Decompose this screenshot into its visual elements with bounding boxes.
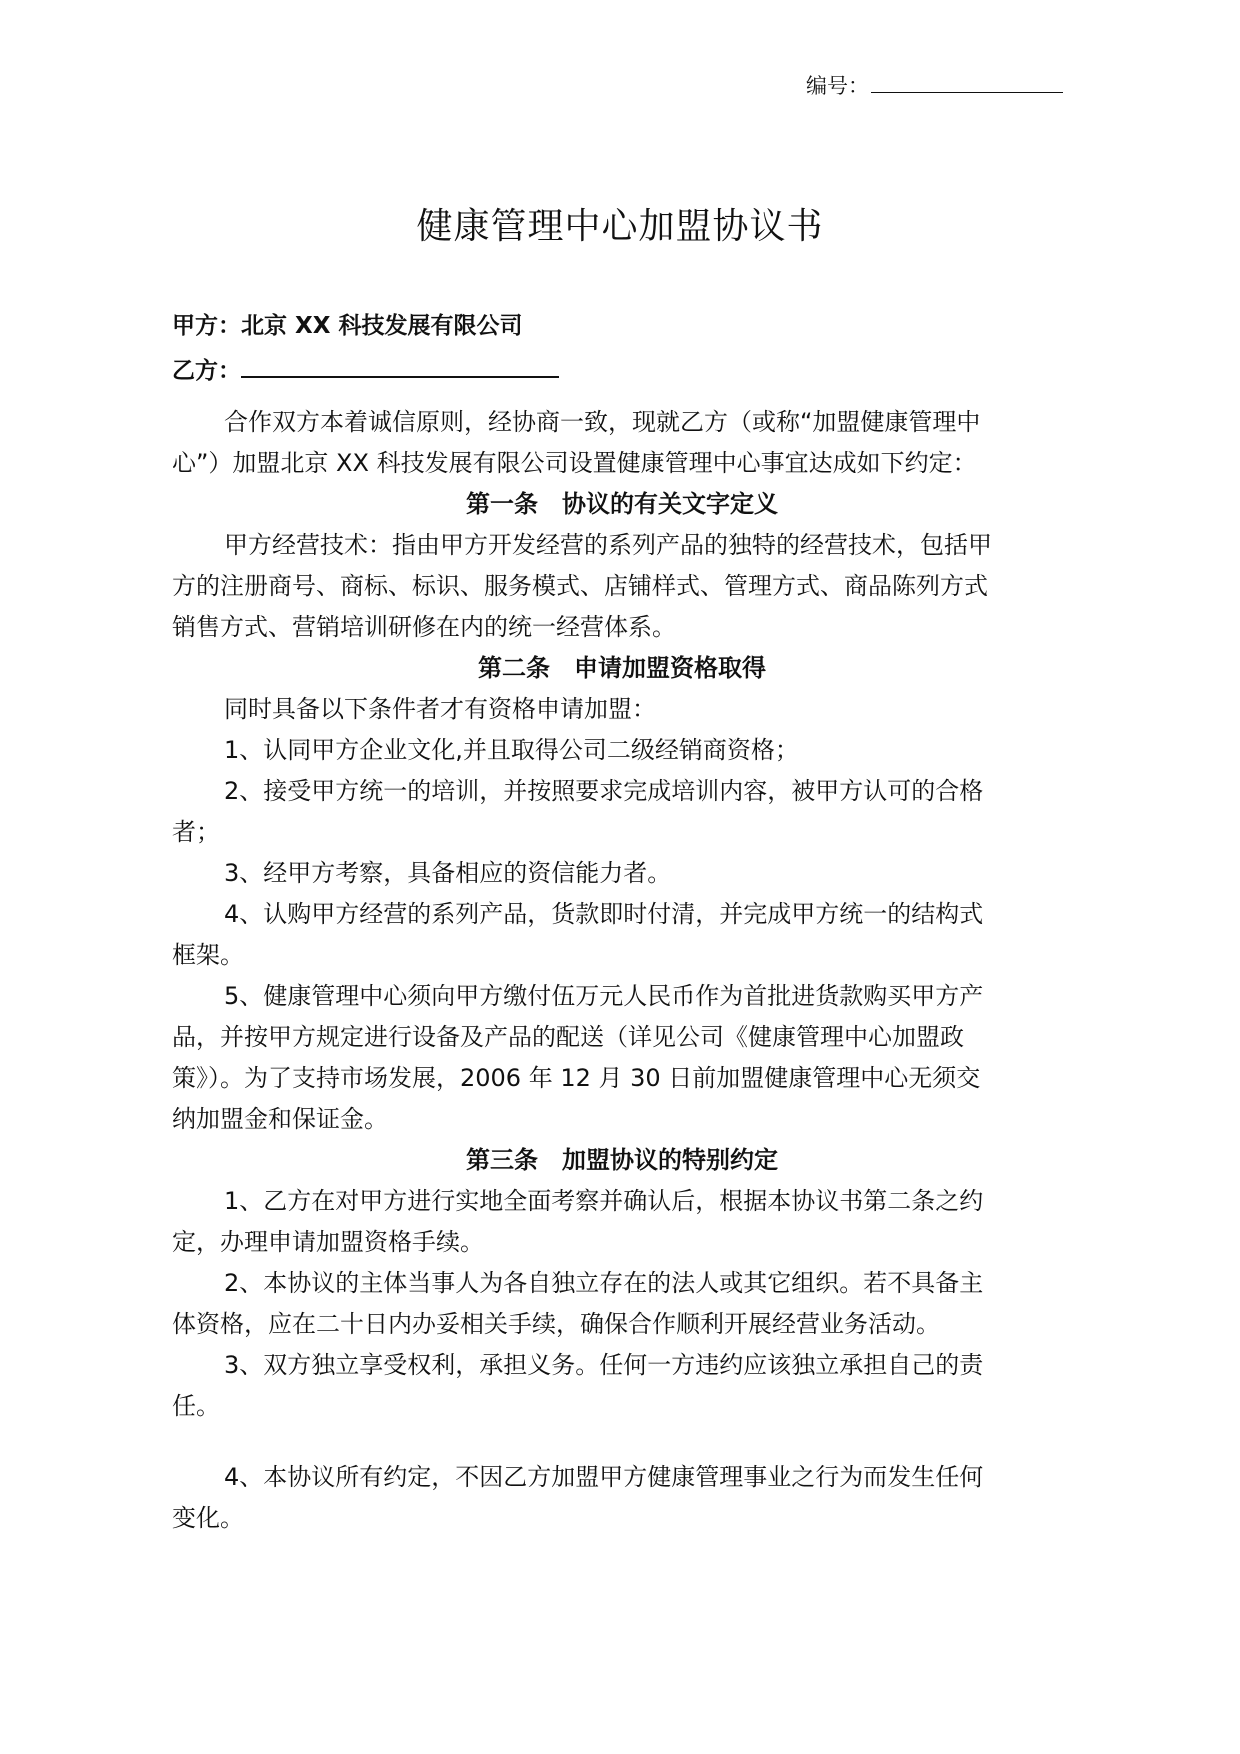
article-3-line: 4、本协议所有约定，不因乙方加盟甲方健康管理事业之行为而发生任何 (224, 1463, 984, 1491)
article-3-line: 定，办理申请加盟资格手续。 (172, 1228, 484, 1256)
agreement-body (172, 402, 1072, 1539)
article-1-line: 甲方经营技术：指由甲方开发经营的系列产品的独特的经营技术，包括甲 (224, 531, 992, 559)
intro-line: 合作双方本着诚信原则，经协商一致，现就乙方（或称“加盟健康管理中 (224, 408, 981, 436)
party-b (172, 350, 559, 388)
article-1-line: 销售方式、营销培训研修在内的统一经营体系。 (172, 613, 676, 641)
party-b-label: 乙方： (172, 358, 241, 384)
serial-number-field (806, 70, 1063, 101)
article-3-line: 2、本协议的主体当事人为各自独立存在的法人或其它组织。若不具备主 (224, 1269, 984, 1297)
article-2-line: 3、经甲方考察，具备相应的资信能力者。 (224, 859, 672, 887)
article-3-line: 任。 (172, 1392, 220, 1420)
article-3-heading: 第三条 加盟协议的特别约定 (466, 1146, 778, 1174)
article-1-line: 方的注册商号、商标、标识、服务模式、店铺样式、管理方式、商品陈列方式 (172, 572, 988, 600)
article-2-line: 1、认同甲方企业文化,并且取得公司二级经销商资格； (224, 736, 799, 764)
article-2-line: 5、健康管理中心须向甲方缴付伍万元人民币作为首批进货款购买甲方产 (224, 982, 984, 1010)
article-3-line: 1、乙方在对甲方进行实地全面考察并确认后，根据本协议书第二条之约 (224, 1187, 984, 1215)
article-2-line: 策》）。为了支持市场发展，2006 年 12 月 30 日前加盟健康管理中心无须交 (172, 1064, 981, 1092)
article-3-line: 体资格，应在二十日内办妥相关手续，确保合作顺利开展经营业务活动。 (172, 1310, 940, 1338)
article-2-line: 纳加盟金和保证金。 (172, 1105, 388, 1133)
serial-number-label: 编号： (806, 74, 869, 98)
article-2-line: 框架。 (172, 941, 244, 969)
article-2-line: 2、接受甲方统一的培训，并按照要求完成培训内容，被甲方认可的合格 (224, 777, 984, 805)
article-1-heading: 第一条 协议的有关文字定义 (466, 490, 778, 518)
article-2-line: 者； (172, 818, 220, 846)
intro-line: 心”）加盟北京 XX 科技发展有限公司设置健康管理中心事宜达成如下约定： (172, 449, 977, 477)
article-2-line: 品，并按甲方规定进行设备及产品的配送（详见公司《健康管理中心加盟政 (172, 1023, 964, 1051)
party-b-blank (241, 350, 559, 378)
document-title: 健康管理中心加盟协议书 (416, 206, 824, 247)
article-2-line: 4、认购甲方经营的系列产品，货款即时付清，并完成甲方统一的结构式 (224, 900, 984, 928)
serial-number-blank (871, 70, 1063, 93)
article-2-heading: 第二条 申请加盟资格取得 (478, 654, 766, 682)
article-3-line: 变化。 (172, 1504, 244, 1532)
paragraph-gap (172, 1427, 1072, 1457)
party-a: 甲方：北京 XX 科技发展有限公司 (172, 313, 523, 339)
article-3-line: 3、双方独立享受权利，承担义务。任何一方违约应该独立承担自己的责 (224, 1351, 984, 1379)
article-2-line: 同时具备以下条件者才有资格申请加盟： (224, 695, 656, 723)
